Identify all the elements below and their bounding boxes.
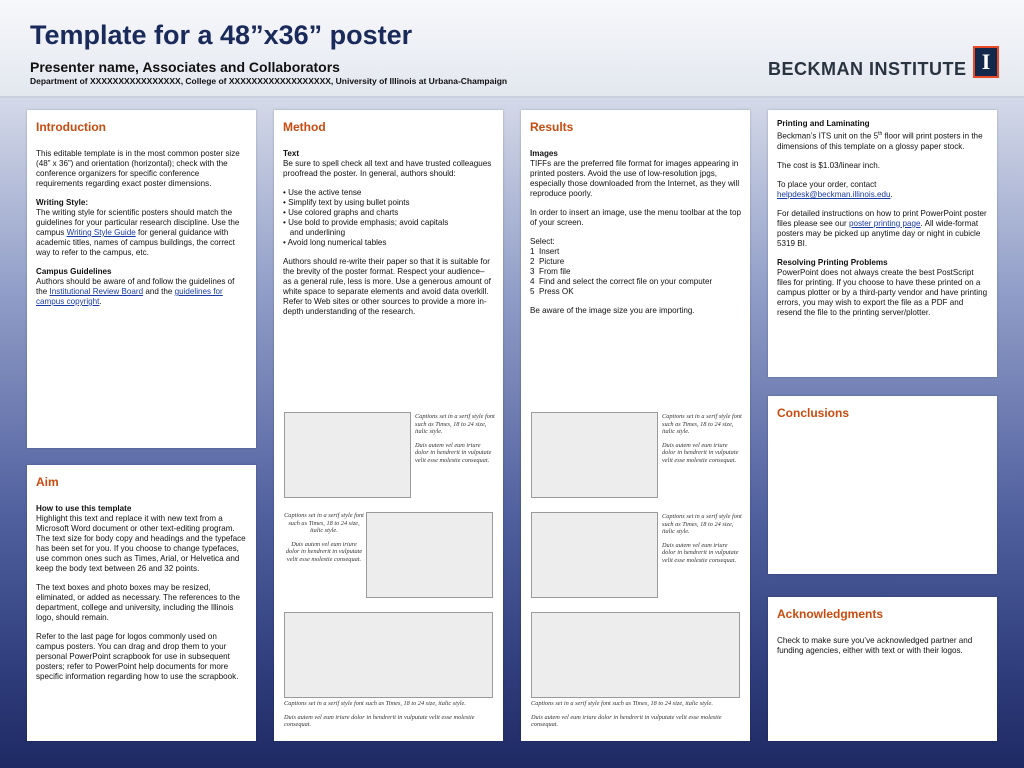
image-caption (284, 512, 364, 569)
caption-text: Captions set in a serif style font such as Times, 18 to 24 size, italic style. (415, 413, 495, 435)
caption-detail: Duis autem vel eum iriure dolor in hendrerit in vulputate velit esse molestie consequat. (285, 540, 363, 563)
how-to-use-block (36, 504, 247, 574)
campus-guidelines-block (36, 267, 247, 307)
printing-heading: Printing and Laminating (777, 119, 870, 128)
acknowledgments-text: Check to make sure you’ve acknowledged partner and funding agencies, either with text or with their logos. (777, 636, 973, 655)
campus-guidelines-heading: Campus Guidelines (36, 267, 112, 276)
printing-text-end: floor will print posters in the dimensions of this template on a glossy paper stock. (777, 131, 983, 151)
how-to-use-heading: How to use this template (36, 504, 132, 513)
image-caption (284, 700, 494, 735)
caption-detail: Duis autem vel eum iriure dolor in hendrerit in vulputate velit esse molestie consequat. (531, 713, 722, 728)
image-placeholder[interactable] (531, 512, 658, 598)
campus-guidelines-period: . (99, 297, 102, 306)
writing-style-guide-link[interactable]: Writing Style Guide (66, 228, 136, 237)
caption-text: Captions set in a serif style font such as Times, 18 to 24 size, italic style. (662, 413, 742, 435)
image-placeholder[interactable] (284, 412, 411, 498)
list-item: • Use the active tense (283, 188, 362, 197)
intro-paragraph: This editable template is in the most common poster size (48” x 36”) and orientation (horizontal); check with the conference organizers for specific conference requirements regarding exact poster dimensions. (36, 149, 240, 188)
printing-panel (768, 110, 997, 377)
select-label: Select: (530, 237, 555, 246)
poster-header (0, 0, 1024, 98)
writing-style-text-end: for general guidance with academic titles, names of campus buildings, the correct way to refer to the campus, etc. (36, 228, 235, 257)
image-placeholder[interactable] (531, 612, 740, 698)
images-paragraph: TIFFs are the preferred file format for images appearing in printed posters. Avoid the use of low-resolution jpgs, especially those downloaded from the Internet, as they will reproduce poorly. (530, 159, 740, 198)
campus-guidelines-and: and the (143, 287, 175, 296)
instructions-text: For detailed instructions on how to print PowerPoint poster files please see our (777, 208, 987, 228)
printing-cost: The cost is $1.03/linear inch. (777, 160, 881, 170)
printing-text: Beckman’s ITS unit on the 5 (777, 131, 879, 141)
caption-text: Captions set in a serif style font such as Times, 18 to 24 size, italic style. (284, 512, 364, 534)
results-paragraph-2: In order to insert an image, use the menu toolbar at the top of your screen. (530, 208, 742, 227)
list-item: 2 Picture (530, 257, 565, 266)
image-placeholder[interactable] (284, 612, 493, 698)
caption-text: Captions set in a serif style font such as Times, 18 to 24 size, italic style. (531, 700, 713, 707)
list-item: 3 From file (530, 267, 571, 276)
list-item: • Use colored graphs and charts (283, 208, 399, 217)
printing-instructions (777, 209, 988, 249)
image-caption (531, 700, 741, 735)
aim-paragraph-3: Refer to the last page for logos commonly used on campus posters. You can drag and drop them to your personal PowerPoint scrapbook for use in subsequent posters; refer to PowerPoint help documents for more specific information regarding how to use the scrapbook. (36, 632, 239, 681)
caption-text: Captions set in a serif style font such as Times, 18 to 24 size, italic style. (662, 513, 742, 535)
caption-detail: Duis autem vel eum iriure dolor in hendrerit in vulputate velit esse molestie consequat. (284, 713, 475, 728)
helpdesk-email-link[interactable]: helpdesk@beckman.illinois.edu (777, 189, 891, 199)
list-item: • Simplify text by using bullet points (283, 198, 410, 207)
method-text-heading: Text (283, 149, 300, 158)
image-caption (415, 413, 495, 470)
conclusions-heading: Conclusions (777, 406, 850, 420)
acknowledgments-heading: Acknowledgments (777, 607, 884, 621)
illinois-logo-letter: I (981, 49, 991, 74)
list-item: • Avoid long numerical tables (283, 238, 387, 247)
irb-link[interactable]: Institutional Review Board (49, 287, 144, 296)
conclusions-panel (768, 396, 997, 574)
caption-detail: Duis autem vel eum iriure dolor in hendrerit in vulputate velit esse molestie consequat. (662, 441, 739, 464)
list-item: and underlining (283, 228, 346, 237)
poster-printing-page-link[interactable]: poster printing page (849, 218, 921, 228)
aim-panel (27, 465, 256, 741)
method-bullet-list (283, 188, 494, 248)
contact-text: To place your order, contact (777, 179, 877, 189)
introduction-heading: Introduction (36, 120, 106, 134)
image-caption (662, 413, 742, 470)
printing-paragraph-1 (777, 129, 988, 152)
presenter-name: Presenter name, Associates and Collaborators (30, 59, 340, 75)
printing-contact (777, 180, 988, 200)
list-item: • Use bold to provide emphasis; avoid capitals (283, 218, 449, 227)
results-heading: Results (530, 120, 574, 134)
images-block (530, 149, 741, 199)
caption-text: Captions set in a serif style font such as Times, 18 to 24 size, italic style. (284, 700, 466, 707)
caption-detail: Duis autem vel eum iriure dolor in hendrerit in vulputate velit esse molestie consequat. (415, 441, 492, 464)
writing-style-block (36, 198, 247, 258)
ordinal-suffix: th (878, 131, 883, 137)
resolving-printing-block (777, 258, 988, 318)
caption-detail: Duis autem vel eum iriure dolor in hendrerit in vulputate velit esse molestie consequat. (662, 541, 739, 564)
image-placeholder[interactable] (531, 412, 658, 498)
how-to-use-text: Highlight this text and replace it with new text from a Microsoft Word document or other text-editing program. The text size for body copy and headings and the typeface has been set for you. If you choose to change typefaces, use common ones such as Times, Arial, or Helvetica and keep the body text between 26 and 32 points. (36, 514, 246, 573)
method-heading: Method (283, 120, 326, 134)
method-text-paragraph: Be sure to spell check all text and have trusted colleagues proofread the poster. In general, authors should: (283, 159, 492, 178)
list-item: 4 Find and select the correct file on your computer (530, 277, 713, 286)
results-paragraph-3: Be aware of the image size you are importing. (530, 306, 695, 315)
images-heading: Images (530, 149, 558, 158)
image-caption (662, 513, 742, 570)
campus-guidelines-text: Authors should be aware of and follow the guidelines of the (36, 277, 235, 296)
copyright-guidelines-link[interactable]: guidelines for campus copyright (36, 287, 223, 306)
instructions-text-end: . All wide-format posters may be picked up anytime day or night in cubicle 5319 BI. (777, 218, 981, 248)
aim-paragraph-2: The text boxes and photo boxes may be resized, eliminated, or added as necessary. The references to the department, college and university, including the Illinois logo, should remain. (36, 583, 240, 622)
aim-heading: Aim (36, 475, 59, 489)
resolving-printing-text: PowerPoint does not always create the best PostScript files for printing. If you choose to have these printed on a campus plotter or by a third-party vendor and have printing errors, you may wish to export the file as a PDF and resend the file to the printing server/plotter. (777, 267, 988, 317)
writing-style-heading: Writing Style: (36, 198, 89, 207)
poster-title: Template for a 48”x36” poster (30, 20, 413, 50)
introduction-panel (27, 110, 256, 448)
method-text-block (283, 149, 494, 179)
beckman-institute-logo: BECKMAN INSTITUTE (768, 59, 967, 79)
resolving-printing-heading: Resolving Printing Problems (777, 257, 888, 267)
list-item: 1 Insert (530, 247, 560, 256)
list-item: 5 Press OK (530, 287, 574, 296)
method-paragraph-2: Authors should re-write their paper so that it is suitable for the brevity of the poster format. Respect your audience– as a general rule, less is more. Use a generous amount of white space to separate elements and avoid data overkill. Refer to Web sites or other sources to provide a more in-depth understanding of the research. (283, 257, 491, 316)
image-placeholder[interactable] (366, 512, 493, 598)
acknowledgments-panel (768, 597, 997, 741)
contact-period: . (890, 189, 893, 199)
illinois-logo-icon (973, 46, 999, 78)
insert-steps-list (530, 247, 741, 297)
department-line: Department of XXXXXXXXXXXXXXXX, College of XXXXXXXXXXXXXXXXXX, University of Illinois at Urbana-Champaign (30, 76, 508, 86)
writing-style-text: The writing style for scientific posters should match the guidelines for your particular research discipline. Use the campus (36, 208, 240, 237)
